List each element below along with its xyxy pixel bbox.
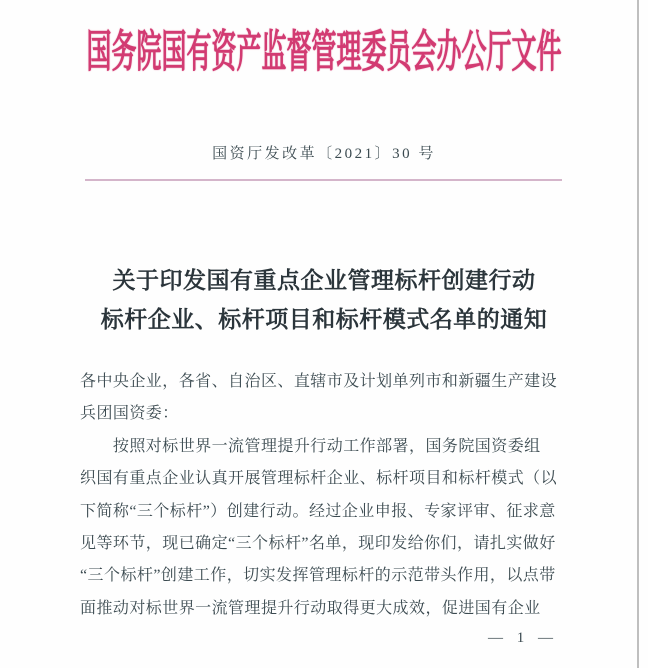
body-text-line: 面推动对标世界一流管理提升行动取得更大成效，促进国有企业 xyxy=(80,599,541,617)
body-text-line: 织国有重点企业认真开展管理标杆企业、标杆项目和标杆模式（以 xyxy=(80,470,558,488)
document-title-line: 标杆企业、标杆项目和标杆模式名单的通知 xyxy=(100,307,548,332)
agency-header xyxy=(0,29,648,78)
document-number: 国资厅发改革〔2021〕30 号 xyxy=(212,146,436,162)
body-text-line: 按照对标世界一流管理提升行动工作部署，国务院国资委组 xyxy=(80,437,541,455)
red-separator-rule xyxy=(85,179,562,181)
agency-header-text: 国务院国有资产监督管理委员会办公厅文件 xyxy=(86,29,562,78)
page-number: — 1 — xyxy=(488,630,558,646)
document-title-line: 关于印发国有重点企业管理标杆创建行动 xyxy=(112,268,536,293)
body-text-line: 兵团国资委： xyxy=(80,405,179,423)
body-text-line: 见等环节，现已确定“三个标杆”名单，现印发给你们，请扎实做好 xyxy=(80,534,556,552)
body-text-line: 各中央企业，各省、自治区、直辖市及计划单列市和新疆生产建设 xyxy=(80,373,558,390)
body-text-line: “三个标杆”创建工作，切实发挥管理标杆的示范带头作用，以点带 xyxy=(80,567,556,585)
document-title xyxy=(0,261,648,339)
body-text-line: 下简称“三个标杆”）创建行动。经过企业申报、专家评审、征求意 xyxy=(80,502,556,520)
document-body xyxy=(80,366,580,625)
